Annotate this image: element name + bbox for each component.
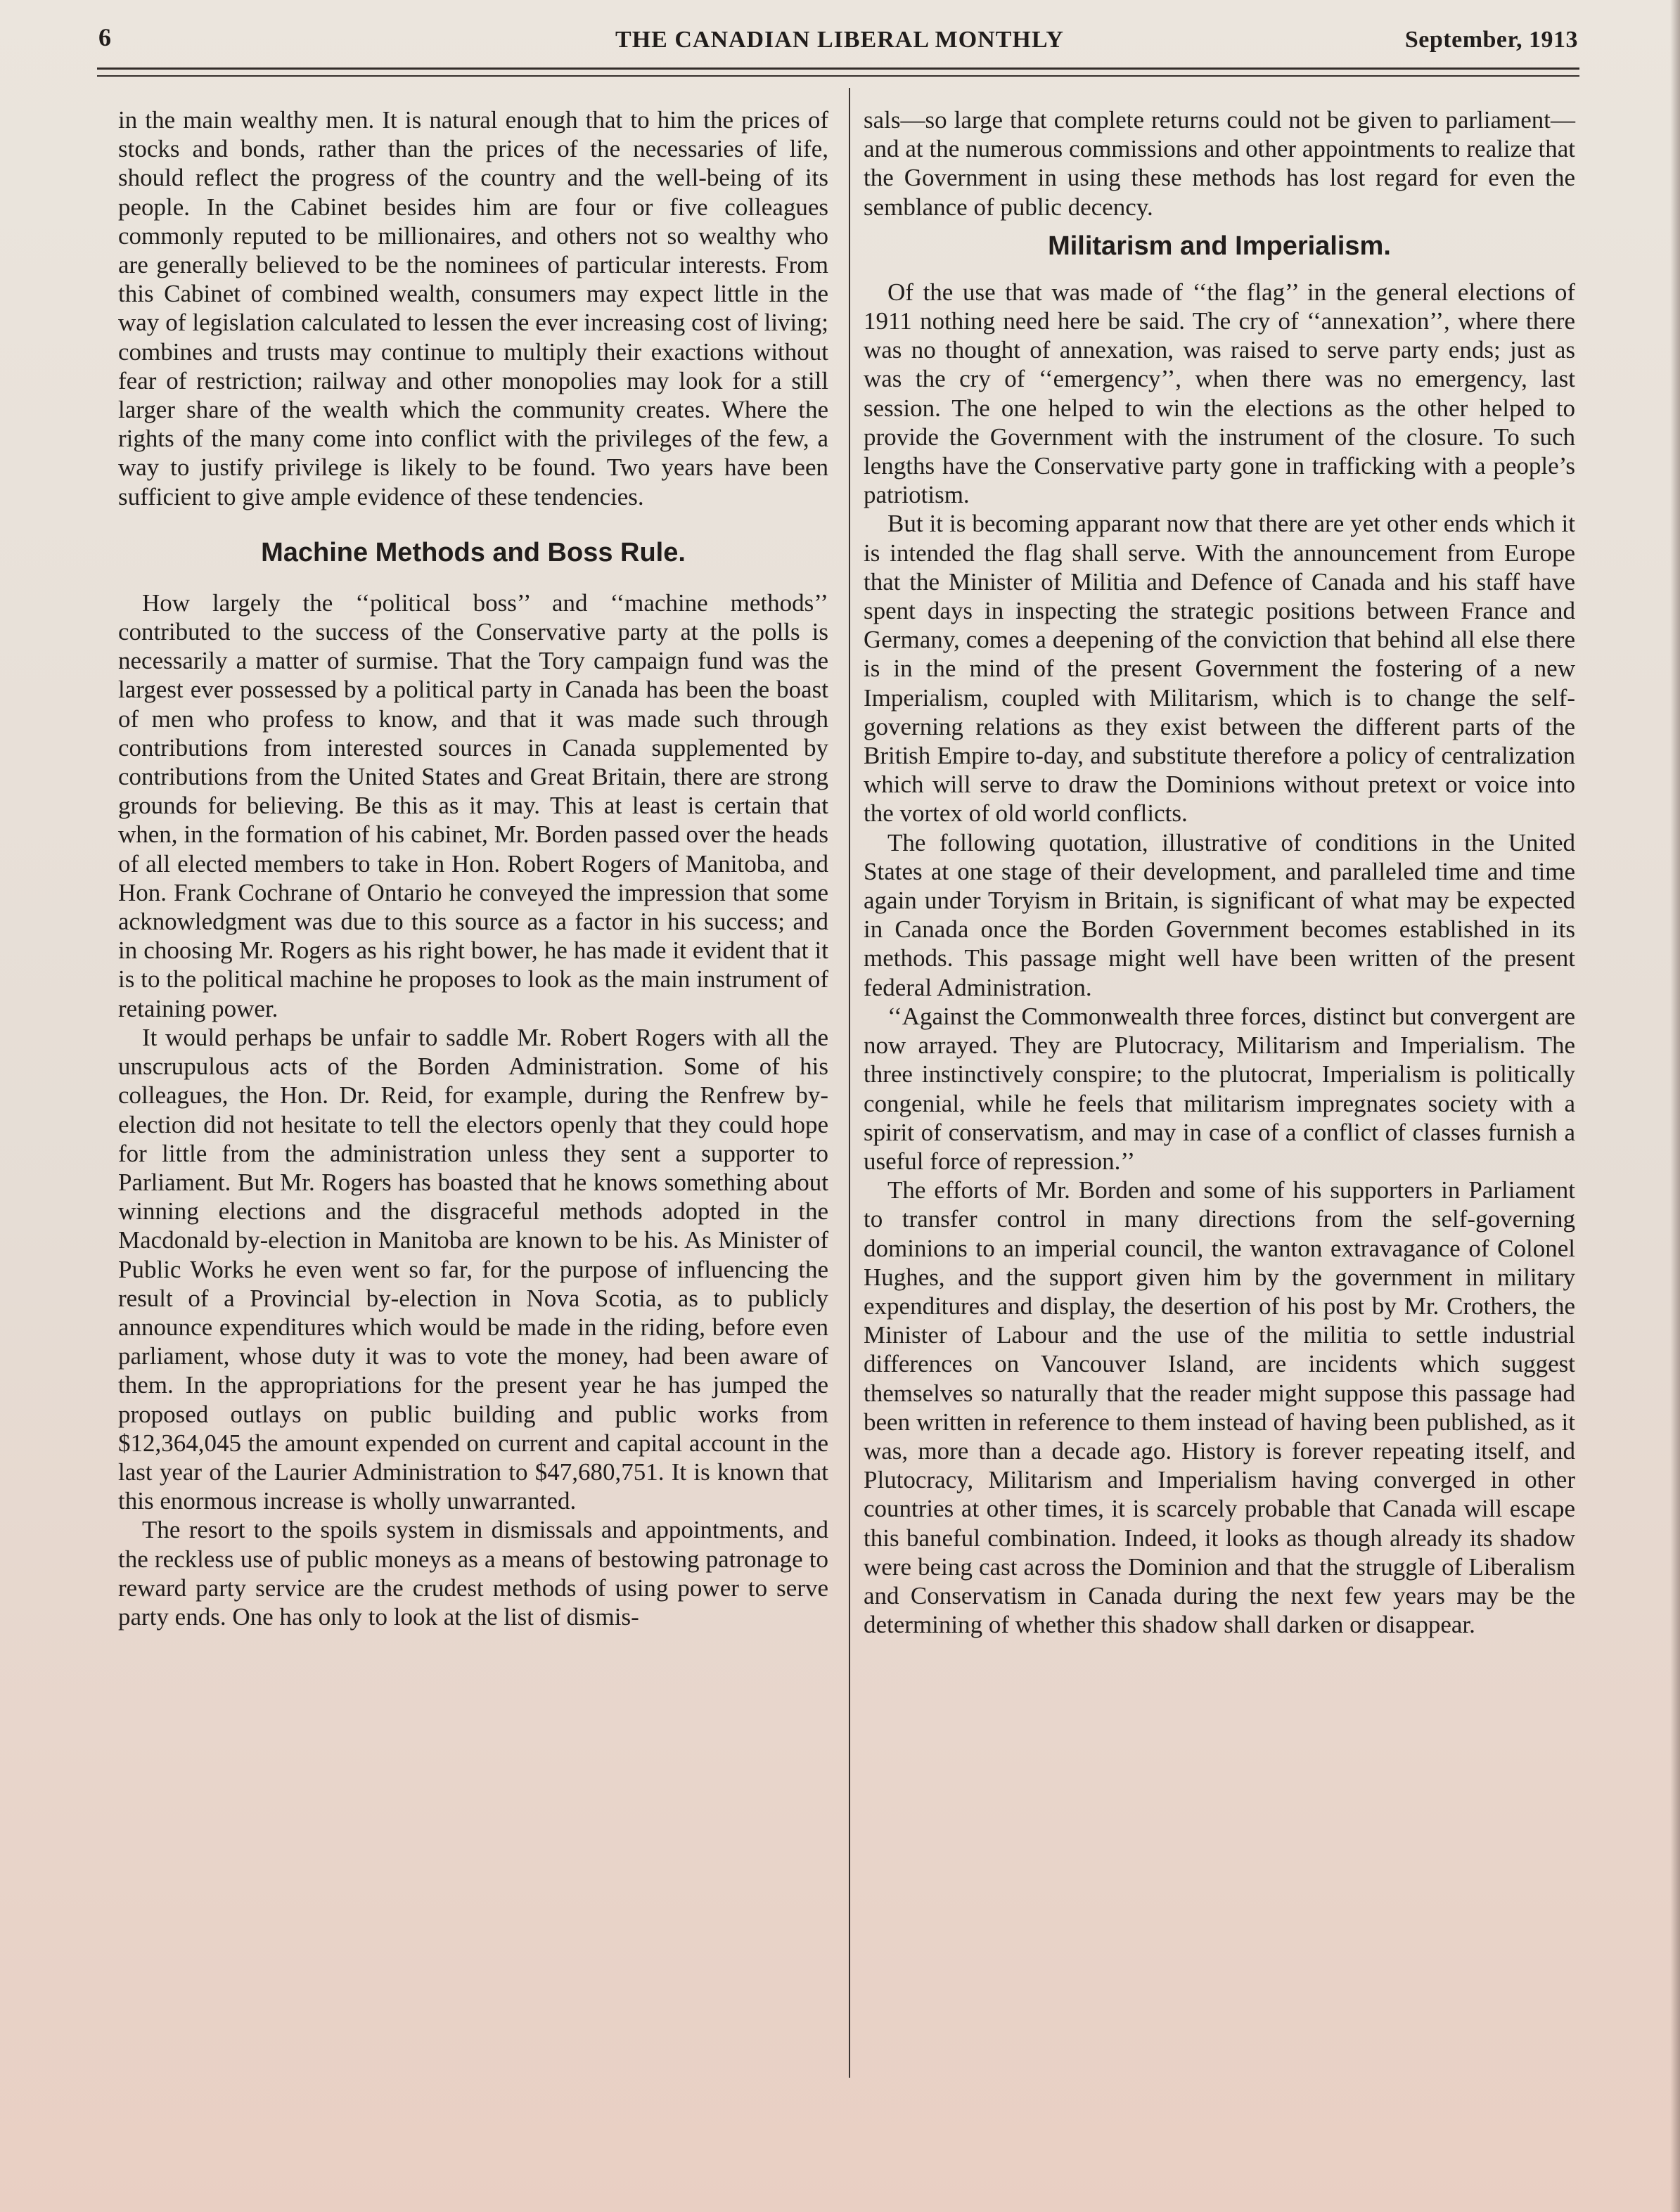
- left-column: [118, 105, 828, 1631]
- paragraph: The resort to the spoils system in dismissals and appointments, and the reckless use of public moneys as a means of bestowing patronage to reward party service are the crudest methods of using power to serve party ends. One has only to look at the list of dismis-: [118, 1516, 828, 1631]
- paragraph: The following quotation, illustrative of conditions in the United States at one stage of their development, and paralleled time and time again under Toryism in Britain, is significant of what may be expected in Canada once the Borden Government becomes established in its methods. This passage might well have been written of the present federal Administration.: [864, 828, 1575, 1001]
- page-edge-shadow: [1670, 0, 1680, 2212]
- paragraph: It would perhaps be unfair to saddle Mr. Robert Rogers with all the unscrupulous acts of the Borden Administration. Some of his colleagues, the Hon. Dr. Reid, for example, during the Renfrew by-election did not hesitate to tell the electors openly that they could hope for little from the administration unless they sent a supporter to Parliament. But Mr. Rogers has boasted that he knows something about winning elections and the disgraceful methods adopted in the Macdonald by-election in Manitoba are known to be his. As Minister of Public Works he even went so far, for the purpose of influencing the result of a Provincial by-election in Nova Scotia, as to publicly announce expenditures which would be made in the riding, before even parliament, whose duty it was to vote the money, had been aware of them. In the appropriations for the present year he has jumped the proposed outlays on public building and public works from $12,364,045 the amount expended on current and capital account in the last year of the Laurier Administration to $47,680,751. It is known that this enormous increase is wholly unwarranted.: [118, 1023, 828, 1515]
- running-header: [97, 22, 1582, 58]
- journal-title: THE CANADIAN LIBERAL MONTHLY: [615, 27, 1064, 53]
- paragraph: How largely the ‘‘political boss’’ and ‘‘machine methods’’ contributed to the success of the Conservative party at the polls is necessarily a matter of surmise. That the Tory campaign fund was the largest ever possessed by a political party in Canada has been the boast of men who profess to know, and that it was made such through contributions from interested sources in Canada supplemented by contributions from the United States and Great Britain, there are strong grounds for believing. Be this as it may. This at least is certain that when, in the formation of his cabinet, Mr. Borden passed over the heads of all elected members to take in Hon. Robert Rogers of Manitoba, and Hon. Frank Cochrane of Ontario he conveyed the impression that some acknowledgment was due to this source as a factor in his success; and in choosing Mr. Rogers as his right bower, he has made it evident that it is to the political machine he proposes to look as the main instrument of retaining power.: [118, 589, 828, 1022]
- page-number: 6: [98, 23, 111, 51]
- section-heading: Militarism and Imperialism.: [1048, 231, 1391, 261]
- header-rule-bottom: [97, 75, 1579, 77]
- column-divider: [849, 88, 850, 2078]
- paragraph: in the main wealthy men. It is natural enough that to him the prices of stocks and bonds, rather than the prices of the necessaries of life, should reflect the progress of the country and the well-being of its people. In the Cabinet besides him are four or five colleagues commonly reputed to be millionaires, and others not so wealthy who are generally believed to be the nominees of particular interests. From this Cabinet of combined wealth, consumers may expect little in the way of legislation calculated to lessen the ever increasing cost of living; combines and trusts may continue to multiply their exactions without fear of restriction; railway and other monopolies may look for a still larger share of the wealth which the community creates. Where the rights of the many come into conflict with the privileges of the few, a way to justify privilege is likely to be found. Two years have been sufficient to give ample evidence of these tendencies.: [118, 106, 828, 510]
- section-heading: Machine Methods and Boss Rule.: [261, 537, 686, 567]
- quotation-paragraph: ‘‘Against the Commonwealth three forces, distinct but convergent are now arrayed. They are Plutocracy, Militarism and Imperialism. The three instinctively conspire; to the plutocrat, Imperialism is politically congenial, while he feels that militarism impregnates society with a spirit of conservatism, and may in case of a conflict of classes furnish a useful force of repression.’’: [864, 1002, 1575, 1175]
- paragraph: But it is becoming apparant now that there are yet other ends which it is intended the flag shall serve. With the announcement from Europe that the Minister of Militia and Defence of Canada and his staff have spent days in inspecting the strategic positions between France and Germany, comes a deepening of the conviction that behind all else there is in the mind of the present Government the fostering of a new Imperialism, coupled with Militarism, which is to change the self-governing relations as they exist between the different parts of the British Empire to-day, and substitute therefore a policy of centralization which will serve to draw the Dominions without pretext or voice into the vortex of old world conflicts.: [864, 510, 1575, 828]
- paragraph: The efforts of Mr. Borden and some of his supporters in Parliament to transfer control in many directions from the self-governing dominions to an imperial council, the wanton extravagance of Colonel Hughes, and the support given him by the government in military expenditures and display, the desertion of his post by Mr. Crothers, the Minister of Labour and the use of the militia to settle industrial differences on Vancouver Island, are incidents which suggest themselves so naturally that the reader might suppose this passage had been written in reference to them instead of having been published, as it was, more than a decade ago. History is forever repeating itself, and Plutocracy, Militarism and Imperialism having converged in other countries at other times, it is scarcely probable that Canada will escape this baneful combination. Indeed, it looks as though already its shadow were being cast across the Dominion and that the struggle of Liberalism and Conservatism in Canada during the next few years may be the determining of whether this shadow shall darken or disappear.: [864, 1176, 1575, 1639]
- paragraph: sals—so large that complete returns could not be given to parliament—and at the numerous commissions and other appointments to realize that the Government in using these methods has lost regard for even the semblance of public decency.: [864, 106, 1575, 221]
- right-column: [864, 105, 1575, 1639]
- paragraph: Of the use that was made of ‘‘the flag’’ in the general elections of 1911 nothing need here be said. The cry of ‘‘annexation’’, where there was no thought of annexation, was raised to serve party ends; just as was the cry of ‘‘emergency’’, when there was no emergency, last session. The one helped to win the elections as the other helped to provide the Government with the instrument of the closure. To such lengths have the Conservative party gone in trafficking with a people’s patriotism.: [864, 278, 1575, 509]
- issue-date: September, 1913: [1404, 27, 1578, 53]
- header-rule-top: [97, 67, 1579, 70]
